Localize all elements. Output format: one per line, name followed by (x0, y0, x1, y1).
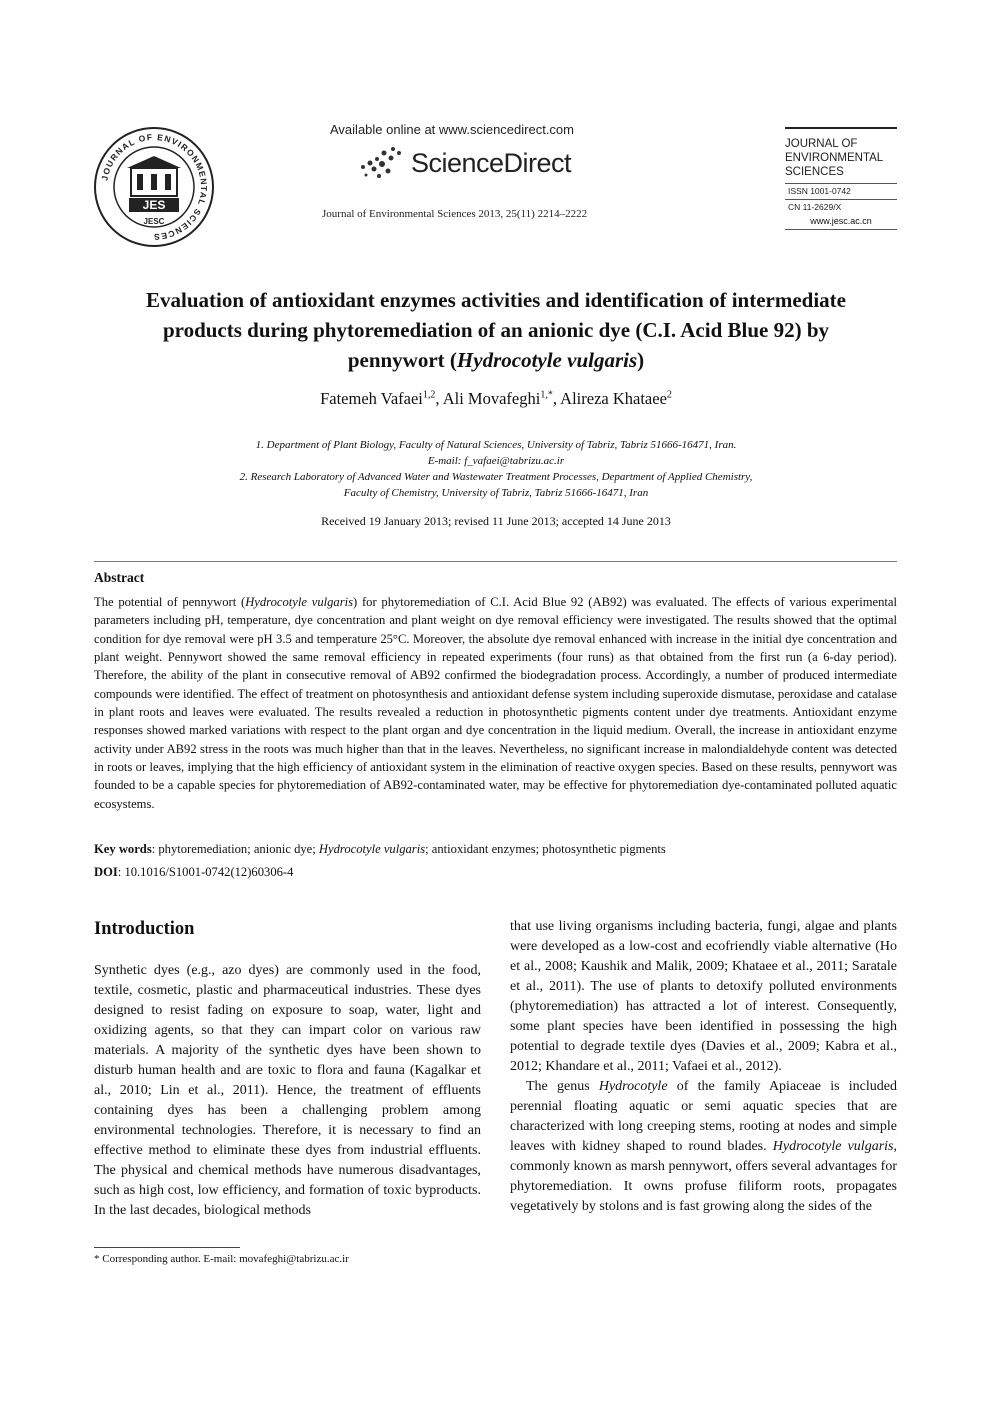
divider (785, 199, 897, 200)
journal-issn: ISSN 1001-0742 (788, 186, 851, 196)
introduction-heading: Introduction (94, 919, 195, 939)
journal-citation: Journal of Environmental Sciences 2013, 25(11) 2214–2222 (322, 208, 588, 220)
logo-jes-text: JES (142, 198, 166, 212)
affiliation-2-cont: Faculty of Chemistry, University of Tabriz, Tabriz 51666-16471, Iran (343, 487, 649, 499)
footnote-divider (94, 1247, 240, 1248)
divider (785, 229, 897, 230)
abstract-heading: Abstract (94, 570, 145, 585)
keywords: Key words: phytoremediation; anionic dye; Hydrocotyle vulgaris; antioxidant enzymes; photosynthetic pigments (94, 842, 666, 856)
doi-label: DOI (94, 865, 118, 879)
received-dates: Received 19 January 2013; revised 11 June 2013; accepted 14 June 2013 (321, 514, 671, 528)
abstract-body: The potential of pennywort (Hydrocotyle vulgaris) for phytoremediation of C.I. Acid Blue 92 (AB92) was evaluated. The effects of various experimental parameters including pH, temperature, dye concentration and plant weight on dye removal efficiency were investigated. The results showed that the optimal condition for dye removal were pH 3.5 and temperature 25°C. Moreover, the absolute dye removal enhanced with increase in the initial dye concentration and plant weight. Pennywort showed the same removal efficiency in repeated experiments (four runs) as that obtained from the first run (a 6-day period). Therefore, the ability of the plant in consecutive removal of AB92 confirmed the biodegradation process. Accordingly, a number of produced intermediate compounds were identified. The effect of treatment on photosynthesis and antioxidant defense system including superoxide dismutase, peroxidase and catalase in plant roots and leaves were evaluated. The results revealed a reduction in photosynthetic pigments content under dye treatments. Antioxidant enzyme responses showed marked variations with respect to the plant organ and dye concentration in the liquid medium. Overall, the increase in antioxidant enzyme activity under AB92 stress in the roots was much higher than that in the leaves. Nevertheless, no significant increase in malondialdehyde content was detected in roots or leaves, implying that the high efficiency of antioxidant system in the elimination of reactive oxygen species. Based on these results, pennywort was founded to be a capable species for phytoremediation of AB92-contaminated water, may be effective for phytoremediation dye-contaminated polluted aquatic ecosystems. (94, 595, 897, 811)
corresponding-author-footnote: * Corresponding author. E-mail: movafeghi@tabrizu.ac.ir (94, 1253, 349, 1265)
paper-title: Evaluation of antioxidant enzymes activities and identification of intermediate products during phytoremediation of an anionic dye (C.I. Acid Blue 92) by pennywort (Hydrocotyle vulgaris) (146, 288, 846, 372)
body-column-right (510, 917, 897, 1217)
available-online-text: Available online at www.sciencedirect.com (330, 122, 574, 137)
author-name: Ali Movafeghi (442, 389, 541, 408)
divider (785, 183, 897, 184)
affiliation-1-email: E-mail: f_vafaei@tabrizu.ac.ir (427, 455, 565, 467)
author-name: Alireza Khataee (560, 389, 667, 408)
affiliation-1: 1. Department of Plant Biology, Faculty of Natural Sciences, University of Tabriz, Tabriz 51666-16471, Iran. (255, 439, 737, 451)
journal-info-box (785, 127, 897, 230)
section-divider (94, 561, 897, 562)
author-list: Fatemeh Vafaei$^{1,2}$, Ali Movafeghi$^{1,*}$, Alireza Khataee$^2$ (320, 389, 672, 408)
sciencedirect-dots-icon (357, 145, 403, 181)
body-column-left (94, 961, 481, 1221)
keywords-label: Key words (94, 842, 152, 856)
author-name: Fatemeh Vafaei (320, 389, 423, 408)
paragraph: Synthetic dyes (e.g., azo dyes) are commonly used in the food, textile, cosmetic, plastic and pharmaceutical industries. These dyes designed to resist fading on exposure to soap, water, light and oxidizing agents, so that they can impart color on various raw materials. A majority of the synthetic dyes have been shown to disturb human health and are toxic to flora and fauna (Kagalkar et al., 2010; Lin et al., 2011). Hence, the treatment of effluents containing dyes has been a challenging problem among environmental technologies. Therefore, it is necessary to find an effective method to eliminate these dyes from industrial effluents. The physical and chemical methods have numerous disadvantages, such as high cost, low efficiency, and formation of toxic byproducts. In the last decades, biological methods (94, 963, 481, 1218)
journal-cn: CN 11-2629/X (788, 202, 842, 212)
paragraph: that use living organisms including bacteria, fungi, algae and plants were developed as a low-cost and ecofriendly viable alternative (Ho et al., 2008; Kaushik and Malik, 2009; Khataee et al., 2011; Saratale et al., 2011). The use of plants to detoxify polluted environments (phytoremediation) has attracted a lot of interest. Consequently, some plant species have been identified in possessing the high potential to degrade textile dyes (Davies et al., 2009; Kabra et al., 2012; Khandare et al., 2011; Vafaei et al., 2012). (510, 919, 897, 1074)
sciencedirect-logo (357, 143, 571, 183)
paragraph: The genus Hydrocotyle of the family Apiaceae is included perennial floating aquatic or semi aquatic species that are characterized with long creeping stems, rooting at nodes and simple leaves with kidney shaped to round blades. Hydrocotyle vulgaris, commonly known as marsh pennywort, offers several advantages for phytoremediation. It owns profuse filiform roots, propagates vegetatively by stolons and is fast growing along the sides of the (510, 1079, 897, 1214)
divider (785, 127, 897, 129)
doi (94, 865, 897, 880)
journal-name: JOURNAL OF ENVIRONMENTAL SCIENCES (785, 138, 884, 178)
sciencedirect-wordmark: ScienceDirect (411, 147, 572, 178)
logo-ring-text: JOURNAL OF ENVIRONMENTAL SCIENCES (99, 131, 210, 243)
affiliation-2: 2. Research Laboratory of Advanced Water and Wastewater Treatment Processes, Department of Applied Chemistry, (239, 471, 753, 483)
doi-value[interactable]: : 10.1016/S1001-0742(12)60306-4 (117, 865, 294, 879)
logo-jesc-text: JESC (143, 217, 165, 226)
journal-url[interactable]: www.jesc.ac.cn (810, 216, 872, 226)
journal-logo (93, 126, 215, 248)
